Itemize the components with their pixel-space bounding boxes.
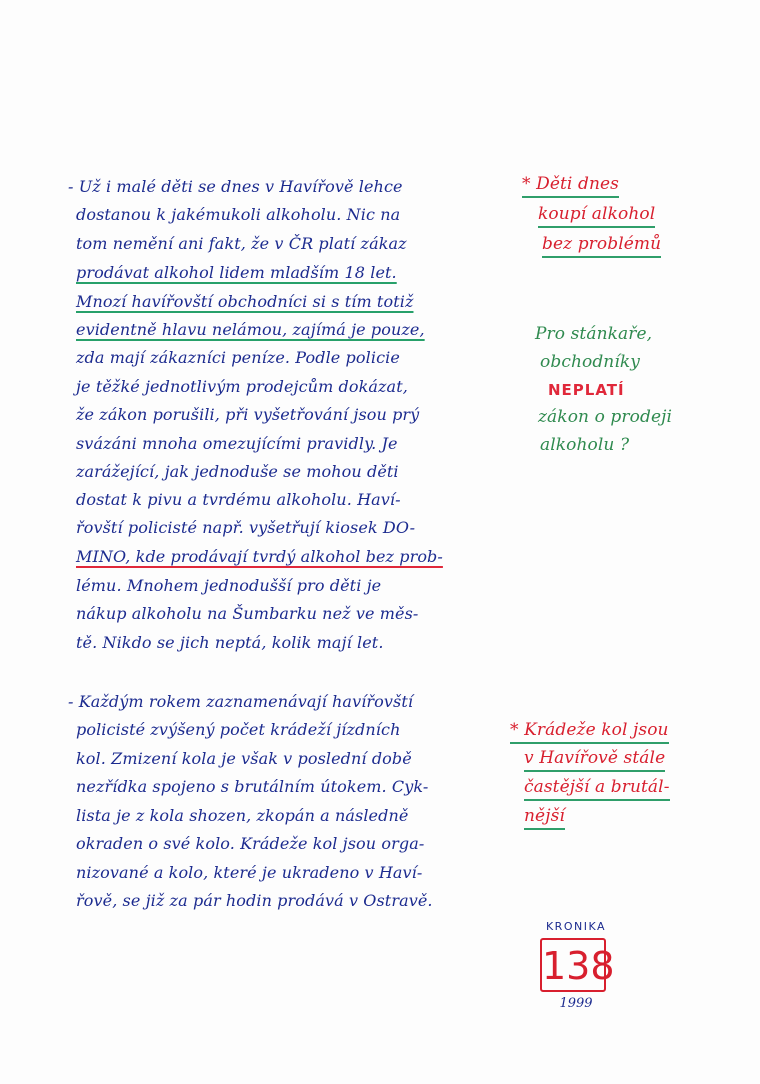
note-line: častější a brutál- bbox=[524, 775, 670, 801]
text-line: řovští policisté např. vyšetřují kiosek DO- bbox=[76, 518, 416, 537]
text-line: zda mají zákazníci peníze. Podle policie bbox=[76, 348, 400, 367]
note-line: nější bbox=[524, 804, 565, 830]
text-line bbox=[76, 318, 425, 342]
text-line: nákup alkoholu na Šumbarku než ve měs- bbox=[76, 604, 419, 623]
text-line: řově, se již za pár hodin prodává v Ostravě. bbox=[76, 891, 433, 910]
text-line: že zákon porušili, při vyšetřování jsou prý bbox=[76, 405, 420, 424]
note-line: koupí alkohol bbox=[538, 202, 655, 228]
note-line bbox=[548, 378, 625, 402]
highlighted-text: prodávat alkohol lidem mladším 18 let. bbox=[76, 263, 397, 282]
page-number-box bbox=[540, 938, 615, 992]
stamp-title: KRONIKA bbox=[545, 920, 607, 933]
note-line: * Krádeže kol jsou bbox=[510, 718, 669, 744]
text-line bbox=[76, 261, 397, 285]
note-line: * Děti dnes bbox=[522, 172, 619, 198]
text-line bbox=[76, 290, 413, 314]
text-line: svázáni mnoha omezujícími pravidly. Je bbox=[76, 434, 398, 453]
stamp-year: 1999 bbox=[559, 996, 593, 1011]
text-line: zarážející, jak jednoduše se mohou děti bbox=[76, 462, 399, 481]
note-line: bez problémů bbox=[542, 232, 661, 258]
text-line: tom nemění ani fakt, že v ČR platí zákaz bbox=[76, 234, 407, 253]
page-number: 138 bbox=[542, 944, 615, 988]
text-line: policisté zvýšený počet krádeží jízdních bbox=[76, 720, 401, 739]
highlighted-text: evidentně hlavu nelámou, zajímá je pouze, bbox=[76, 320, 425, 339]
text-line: nezřídka spojeno s brutálním útokem. Cyk- bbox=[76, 777, 429, 796]
text-line: okraden o své kolo. Krádeže kol jsou orga- bbox=[76, 834, 425, 853]
note-line: Pro stánkaře, bbox=[535, 324, 653, 344]
text-line bbox=[76, 545, 443, 569]
text-line: tě. Nikdo se jich neptá, kolik mají let. bbox=[76, 633, 384, 652]
text-line: dostanou k jakémukoli alkoholu. Nic na bbox=[76, 205, 401, 224]
text-line: kol. Zmizení kola je však v poslední době bbox=[76, 749, 412, 768]
highlighted-text: MINO, kde prodávají tvrdý alkohol bez prob- bbox=[76, 547, 443, 566]
text-line: lému. Mnohem jednodušší pro děti je bbox=[76, 576, 382, 595]
note-line: obchodníky bbox=[540, 352, 640, 372]
emphasized-word: NEPLATÍ bbox=[548, 381, 625, 399]
note-line: v Havířově stále bbox=[524, 746, 665, 772]
note-line: zákon o prodeji bbox=[538, 407, 673, 427]
text-line: lista je z kola shozen, zkopán a následně bbox=[76, 806, 409, 825]
chronicle-stamp bbox=[530, 920, 620, 1020]
text-line: nizované a kolo, které je ukradeno v Haví- bbox=[76, 863, 423, 882]
text-line: - Už i malé děti se dnes v Havířově lehce bbox=[68, 177, 403, 196]
note-line: alkoholu ? bbox=[540, 435, 630, 455]
text-line: dostat k pivu a tvrdému alkoholu. Haví- bbox=[76, 490, 401, 509]
highlighted-text: Mnozí havířovští obchodníci si s tím totiž bbox=[76, 292, 414, 311]
text-line: - Každým rokem zaznamenávají havířovští bbox=[68, 692, 414, 711]
text-line: je těžké jednotlivým prodejcům dokázat, bbox=[76, 377, 408, 396]
